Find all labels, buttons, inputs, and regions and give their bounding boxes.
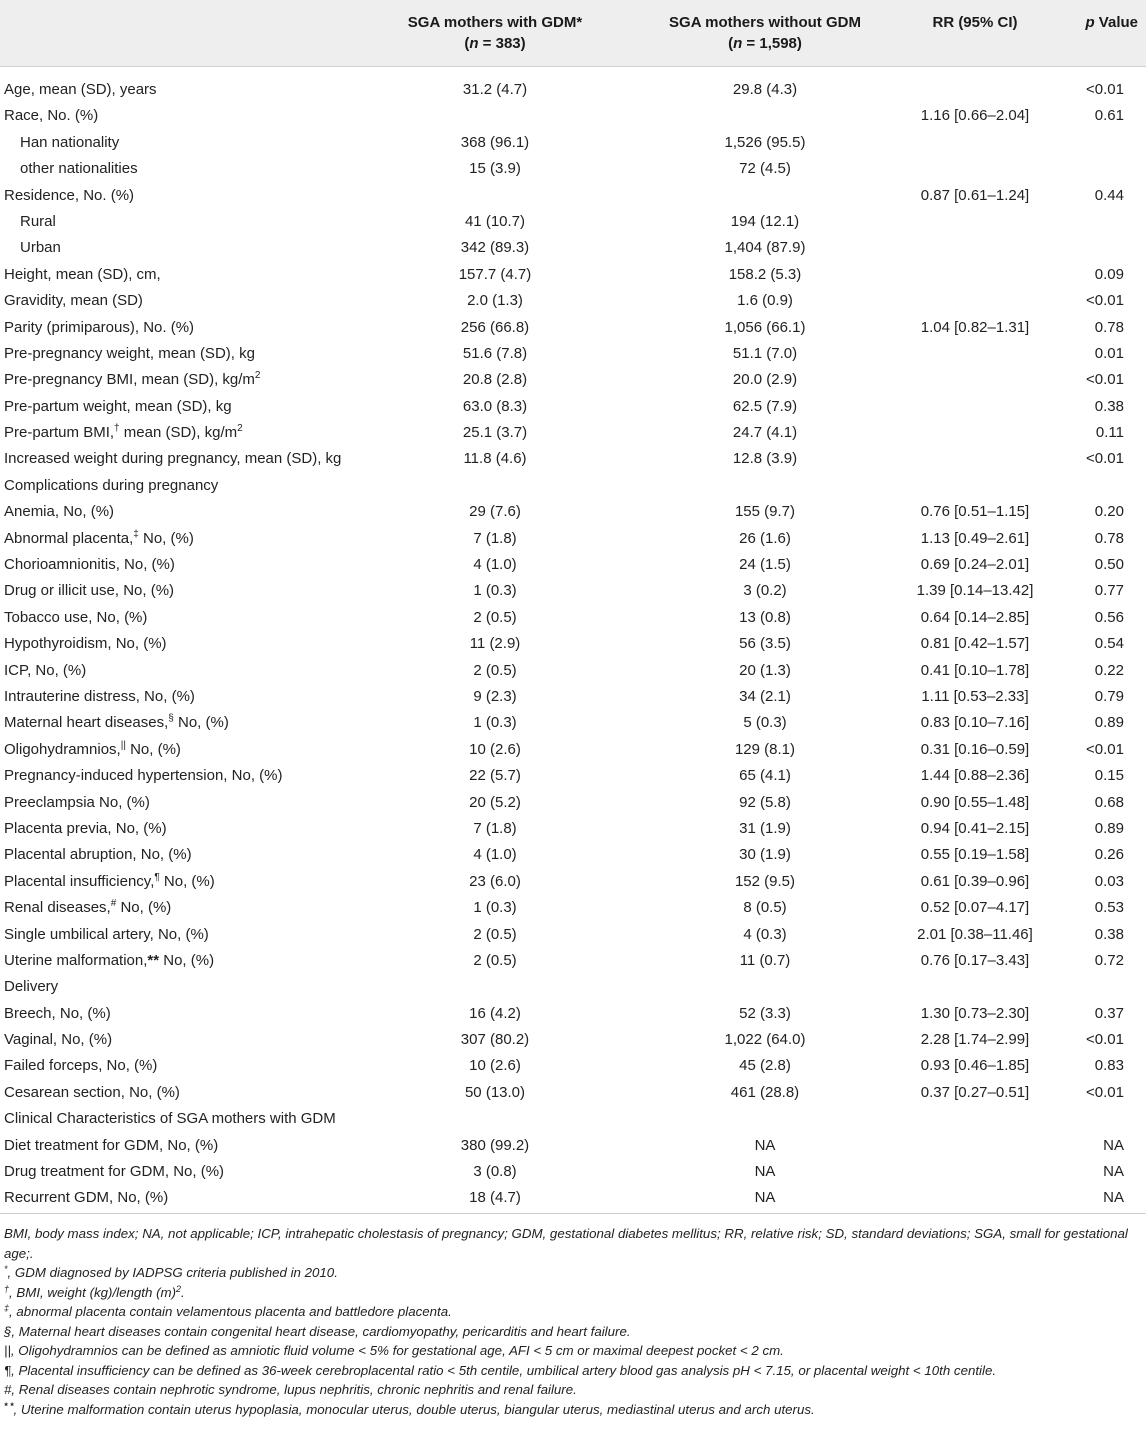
cell-without-gdm: 45 (2.8): [739, 1057, 791, 1075]
table-row: [0, 1159, 1146, 1185]
table-row: [0, 631, 1146, 657]
table-row: [0, 1080, 1146, 1106]
cell-with-gdm: 342 (89.3): [460, 239, 530, 257]
row-label: Hypothyroidism, No, (%): [4, 635, 167, 653]
header-with-gdm-n: (n = 383): [464, 35, 526, 52]
table-row: [0, 578, 1146, 604]
cell-with-gdm: 11 (2.9): [469, 635, 521, 653]
header-with-gdm-title: SGA mothers with GDM*: [407, 14, 583, 31]
row-label: Intrauterine distress, No, (%): [4, 687, 195, 705]
cell-with-gdm: 10 (2.6): [469, 1057, 521, 1075]
cell-with-gdm: 307 (80.2): [460, 1031, 530, 1049]
row-label: Cesarean section, No, (%): [4, 1083, 180, 1101]
row-label: Height, mean (SD), cm,: [4, 265, 161, 283]
cell-with-gdm: 15 (3.9): [469, 160, 521, 178]
cell-p-value: 0.89: [1094, 714, 1124, 732]
cell-with-gdm: 1 (0.3): [473, 899, 517, 917]
cell-without-gdm: 62.5 (7.9): [732, 397, 798, 415]
cell-without-gdm: 51.1 (7.0): [732, 344, 798, 362]
header-without-gdm: [640, 12, 890, 54]
table-row: [0, 367, 1146, 393]
row-label: Maternal heart diseases,§ No, (%): [4, 713, 229, 732]
cell-with-gdm: 20 (5.2): [469, 793, 521, 811]
cell-without-gdm: 155 (9.7): [734, 503, 796, 521]
cell-without-gdm: 52 (3.3): [739, 1004, 791, 1022]
cell-p-value: 0.56: [1094, 608, 1124, 626]
cell-rr: 0.76 [0.17–3.43]: [920, 951, 1030, 969]
cell-with-gdm: 4 (1.0): [473, 846, 517, 864]
row-label: Gravidity, mean (SD): [4, 292, 143, 310]
cell-without-gdm: NA: [754, 1136, 776, 1154]
cell-without-gdm: 158.2 (5.3): [728, 265, 802, 283]
cell-without-gdm: 12.8 (3.9): [732, 450, 798, 468]
cell-with-gdm: 63.0 (8.3): [462, 397, 528, 415]
cell-p-value: <0.01: [1086, 450, 1124, 468]
cell-p-value: 0.44: [1094, 186, 1124, 204]
cell-rr: 1.39 [0.14–13.42]: [916, 582, 1034, 600]
cell-without-gdm: 5 (0.3): [743, 714, 787, 732]
cell-p-value: NA: [1103, 1136, 1124, 1154]
cell-p-value: 0.03: [1094, 872, 1124, 890]
row-label: Uterine malformation,** No, (%): [4, 951, 215, 969]
cell-p-value: 0.01: [1094, 344, 1124, 362]
cell-rr: 1.13 [0.49–2.61]: [920, 529, 1030, 547]
table-row: [0, 869, 1146, 895]
cell-without-gdm: 34 (2.1): [739, 687, 791, 705]
cell-without-gdm: 11 (0.7): [739, 951, 791, 969]
cell-p-value: 0.68: [1094, 793, 1124, 811]
row-label: Pregnancy-induced hypertension, No, (%): [4, 767, 283, 785]
table-row: [0, 420, 1146, 446]
cell-rr: 0.69 [0.24–2.01]: [920, 556, 1030, 574]
table-row: [0, 895, 1146, 921]
table-row: [0, 684, 1146, 710]
row-label: Complications during pregnancy: [4, 476, 219, 494]
cell-with-gdm: 1 (0.3): [473, 582, 517, 600]
row-label: Clinical Characteristics of SGA mothers with GDM: [4, 1110, 336, 1128]
row-label: Placental insufficiency,¶ No, (%): [4, 871, 215, 890]
cell-without-gdm: 13 (0.8): [739, 608, 791, 626]
table-row: [0, 737, 1146, 763]
header-without-gdm-n: (n = 1,598): [728, 35, 802, 52]
row-label: Pre-pregnancy BMI, mean (SD), $kg/m^2$: [4, 370, 261, 389]
cell-p-value: 0.78: [1094, 318, 1124, 336]
table-row: [0, 209, 1146, 235]
cell-with-gdm: 380 (99.2): [460, 1136, 530, 1154]
row-label: Chorioamnionitis, No, (%): [4, 556, 175, 574]
table-row: [0, 499, 1146, 525]
cell-p-value: 0.54: [1094, 635, 1124, 653]
cell-without-gdm: 26 (1.6): [739, 529, 791, 547]
cell-with-gdm: 7 (1.8): [473, 819, 517, 837]
cell-rr: 0.87 [0.61–1.24]: [920, 186, 1030, 204]
cell-rr: 2.01 [0.38–11.46]: [917, 925, 1033, 943]
cell-with-gdm: 2.0 (1.3): [467, 292, 523, 310]
cell-with-gdm: 20.8 (2.8): [462, 371, 528, 389]
cell-p-value: 0.20: [1094, 503, 1124, 521]
cell-rr: 1.04 [0.82–1.31]: [920, 318, 1030, 336]
row-label: Placenta previa, No, (%): [4, 819, 167, 837]
cell-without-gdm: 1,022 (64.0): [724, 1031, 806, 1049]
cell-p-value: 0.79: [1094, 687, 1124, 705]
header-without-gdm-title: SGA mothers without GDM: [669, 14, 861, 31]
table-row: [0, 473, 1146, 499]
cell-without-gdm: 1,526 (95.5): [724, 133, 806, 151]
table-row: [0, 763, 1146, 789]
row-label: Delivery: [4, 978, 59, 996]
cell-rr: 0.90 [0.55–1.48]: [920, 793, 1030, 811]
cell-p-value: <0.01: [1086, 292, 1124, 310]
cell-without-gdm: 29.8 (4.3): [732, 81, 798, 98]
table-row: [0, 816, 1146, 842]
footnote-hash: #, Renal diseases contain nephrotic syndrome, lupus nephritis, chronic nephritis and renal failure.: [4, 1382, 577, 1397]
cell-without-gdm: 30 (1.9): [739, 846, 791, 864]
cell-rr: 0.94 [0.41–2.15]: [920, 819, 1030, 837]
row-label: Renal diseases,# No, (%): [4, 898, 172, 917]
cell-without-gdm: 129 (8.1): [734, 740, 796, 758]
cell-rr: 2.28 [1.74–2.99]: [920, 1031, 1030, 1049]
cell-p-value: <0.01: [1086, 1083, 1124, 1101]
table-row: [0, 842, 1146, 868]
cell-p-value: <0.01: [1086, 1031, 1124, 1049]
table-row: [0, 288, 1146, 314]
cell-p-value: 0.37: [1094, 1004, 1124, 1022]
cell-without-gdm: 20 (1.3): [739, 661, 791, 679]
row-label: Abnormal placenta,‡ No, (%): [4, 528, 194, 547]
row-label: Residence, No. (%): [4, 186, 135, 204]
cell-p-value: 0.26: [1094, 846, 1124, 864]
footnote-dagger: †, BMI, weight (kg)/length $(m)^2$.: [4, 1283, 185, 1300]
cell-with-gdm: 3 (0.8): [473, 1163, 517, 1181]
row-label: Recurrent GDM, No, (%): [4, 1189, 169, 1207]
cell-rr: 0.93 [0.46–1.85]: [920, 1057, 1030, 1075]
row-label: Urban: [20, 239, 61, 257]
table-body: [0, 67, 1146, 1212]
cell-p-value: <0.01: [1086, 371, 1124, 389]
cell-without-gdm: NA: [754, 1189, 776, 1207]
table-row: [0, 658, 1146, 684]
cell-rr: 1.44 [0.88–2.36]: [920, 767, 1030, 785]
table-row: [0, 922, 1146, 948]
table-row: [0, 130, 1146, 156]
cell-p-value: 0.61: [1094, 107, 1124, 125]
table-row: [0, 974, 1146, 1000]
cell-rr: 0.52 [0.07–4.17]: [920, 899, 1030, 917]
footnote-parallel: ||, Oligohydramnios can be defined as amniotic fluid volume < 5% for gestational age, AFI < 5 cm or maximal deepest pocket < 2 cm.: [4, 1343, 784, 1358]
table-row: [0, 526, 1146, 552]
row-label: ICP, No, (%): [4, 661, 87, 679]
cell-with-gdm: 368 (96.1): [460, 133, 530, 151]
cell-p-value: 0.38: [1094, 925, 1124, 943]
cell-with-gdm: 157.7 (4.7): [458, 265, 532, 283]
cell-rr: 0.81 [0.42–1.57]: [920, 635, 1030, 653]
row-label: Pre-pregnancy weight, mean (SD), kg: [4, 344, 255, 362]
cell-rr: 0.37 [0.27–0.51]: [920, 1083, 1030, 1101]
cell-with-gdm: 41 (10.7): [464, 212, 526, 230]
cell-with-gdm: 51.6 (7.8): [462, 344, 528, 362]
cell-with-gdm: 9 (2.3): [473, 687, 517, 705]
footnote-double-dagger: ‡, abnormal placenta contain velamentous placenta and battledore placenta.: [4, 1303, 452, 1319]
cell-rr: 0.61 [0.39–0.96]: [920, 872, 1030, 890]
row-label: Anemia, No, (%): [4, 503, 115, 521]
cell-with-gdm: 16 (4.2): [469, 1004, 521, 1022]
footnote-pilcrow: ¶, Placental insufficiency can be defined as 36-week cerebroplacental ratio < 5th centile, umbilical artery blood gas analysis pH < 7.15, or placental weight < 10th centile.: [4, 1362, 997, 1378]
cell-without-gdm: 1.6 (0.9): [737, 292, 793, 310]
row-label: Han nationality: [20, 133, 120, 151]
cell-p-value: NA: [1103, 1189, 1124, 1207]
row-label: Age, mean (SD), years: [4, 81, 157, 98]
table-row: [0, 394, 1146, 420]
table-row: [0, 605, 1146, 631]
cell-without-gdm: 461 (28.8): [730, 1083, 800, 1101]
cell-with-gdm: 2 (0.5): [473, 951, 517, 969]
table-row: [0, 183, 1146, 209]
cell-without-gdm: 24 (1.5): [739, 556, 791, 574]
cell-with-gdm: 29 (7.6): [469, 503, 521, 521]
cell-p-value: 0.15: [1094, 767, 1124, 785]
footnote-abbreviations: BMI, body mass index; NA, not applicable; ICP, intrahepatic cholestasis of pregnancy; GDM, gestational diabetes mellitus; RR, relative risk; SD, standard deviations; SGA, small for gestational age;.: [4, 1226, 1128, 1261]
cell-p-value: 0.72: [1094, 951, 1124, 969]
table-row: [0, 77, 1146, 103]
cell-without-gdm: 3 (0.2): [743, 582, 787, 600]
table-row: [0, 1027, 1146, 1053]
cell-with-gdm: 4 (1.0): [473, 556, 517, 574]
cell-p-value: 0.53: [1094, 899, 1124, 917]
cell-with-gdm: 2 (0.5): [473, 608, 517, 626]
table-row: [0, 235, 1146, 261]
cell-rr: 1.30 [0.73–2.30]: [920, 1004, 1030, 1022]
table-row: [0, 552, 1146, 578]
row-label: Breech, No, (%): [4, 1004, 111, 1022]
table-row: [0, 948, 1146, 974]
cell-rr: 1.11 [0.53–2.33]: [921, 687, 1029, 705]
row-label: Drug or illicit use, No, (%): [4, 582, 175, 600]
table-row: [0, 341, 1146, 367]
cell-rr: 1.16 [0.66–2.04]: [920, 107, 1030, 125]
cell-p-value: NA: [1103, 1163, 1124, 1181]
cell-p-value: 0.22: [1094, 661, 1124, 679]
row-label: Tobacco use, No, (%): [4, 608, 148, 626]
table-bottom-rule: [0, 1213, 1146, 1214]
cell-without-gdm: NA: [754, 1163, 776, 1181]
cell-with-gdm: 50 (13.0): [464, 1083, 526, 1101]
cell-p-value: 0.77: [1094, 582, 1124, 600]
cell-p-value: 0.83: [1094, 1057, 1124, 1075]
row-label: other nationalities: [20, 160, 138, 178]
cell-without-gdm: 92 (5.8): [739, 793, 791, 811]
cell-with-gdm: 7 (1.8): [473, 529, 517, 547]
header-p-value: p Value: [1085, 14, 1138, 31]
cell-with-gdm: 1 (0.3): [473, 714, 517, 732]
cell-with-gdm: 11.8 (4.6): [463, 450, 527, 468]
cell-p-value: 0.38: [1094, 397, 1124, 415]
cell-with-gdm: 18 (4.7): [469, 1189, 521, 1207]
cell-without-gdm: 4 (0.3): [743, 925, 787, 943]
cell-without-gdm: 194 (12.1): [730, 212, 800, 230]
cell-p-value: <0.01: [1086, 740, 1124, 758]
row-label: Preeclampsia No, (%): [4, 793, 150, 811]
footnote-section: §, Maternal heart diseases contain congenital heart disease, cardiomyopathy, pericarditis and heart failure.: [4, 1323, 631, 1339]
row-label: Race, No. (%): [4, 107, 99, 125]
cell-with-gdm: 2 (0.5): [473, 661, 517, 679]
table-header: [0, 0, 1146, 67]
table-row: [0, 1001, 1146, 1027]
row-label: Rural: [20, 212, 56, 230]
header-rr: RR (95% CI): [932, 14, 1018, 31]
table-row: [0, 446, 1146, 472]
cell-without-gdm: 56 (3.5): [739, 635, 791, 653]
table-row: [0, 1133, 1146, 1159]
row-label: Vaginal, No, (%): [4, 1031, 113, 1049]
row-label: Pre-partum weight, mean (SD), kg: [4, 397, 232, 415]
row-label: Single umbilical artery, No, (%): [4, 925, 209, 943]
cell-without-gdm: 8 (0.5): [743, 899, 787, 917]
row-label: Parity (primiparous), No. (%): [4, 318, 195, 336]
cell-with-gdm: 22 (5.7): [469, 767, 521, 785]
cell-without-gdm: 72 (4.5): [739, 160, 791, 178]
cell-with-gdm: 31.2 (4.7): [462, 81, 528, 98]
cell-with-gdm: 23 (6.0): [469, 872, 521, 890]
cell-without-gdm: 65 (4.1): [739, 767, 791, 785]
table-row: [0, 1053, 1146, 1079]
cell-with-gdm: 25.1 (3.7): [462, 424, 528, 442]
row-label: Placental abruption, No, (%): [4, 846, 192, 864]
cell-with-gdm: 256 (66.8): [460, 318, 530, 336]
cell-p-value: 0.78: [1094, 529, 1124, 547]
cell-without-gdm: 1,056 (66.1): [724, 318, 806, 336]
cell-rr: 0.55 [0.19–1.58]: [920, 846, 1030, 864]
footnote-double-star: * *, Uterine malformation contain uterus hypoplasia, monocular uterus, double uterus, biangular uterus, mediastinal uterus and arch uterus.: [4, 1400, 815, 1417]
row-label: Failed forceps, No, (%): [4, 1057, 158, 1075]
table-row: [0, 103, 1146, 129]
row-label: Oligohydramnios,|| No, (%): [4, 739, 181, 758]
row-label: Pre-partum BMI,† mean (SD), $kg/m^2$: [4, 423, 243, 442]
cell-rr: 0.76 [0.51–1.15]: [920, 503, 1030, 521]
header-with-gdm: [370, 12, 620, 54]
cell-rr: 0.31 [0.16–0.59]: [920, 740, 1030, 758]
table-row: [0, 1106, 1146, 1132]
row-label: Diet treatment for GDM, No, (%): [4, 1136, 219, 1154]
table-row: [0, 156, 1146, 182]
cell-p-value: 0.09: [1094, 265, 1124, 283]
cell-p-value: 0.50: [1094, 556, 1124, 574]
table-row: [0, 262, 1146, 288]
cell-rr: 0.83 [0.10–7.16]: [920, 714, 1030, 732]
cell-with-gdm: 2 (0.5): [473, 925, 517, 943]
cell-without-gdm: 24.7 (4.1): [732, 424, 798, 442]
cell-p-value: 0.11: [1095, 424, 1124, 442]
cell-without-gdm: 1,404 (87.9): [724, 239, 806, 257]
table-footnotes: [4, 1224, 1142, 1419]
table-row: [0, 315, 1146, 341]
cell-p-value: <0.01: [1086, 81, 1124, 98]
table-row: [0, 710, 1146, 736]
cell-without-gdm: 20.0 (2.9): [732, 371, 798, 389]
table-row: [0, 790, 1146, 816]
cell-without-gdm: 31 (1.9): [739, 819, 791, 837]
footnote-star: *, GDM diagnosed by IADPSG criteria published in 2010.: [4, 1264, 338, 1280]
cell-rr: 0.64 [0.14–2.85]: [920, 608, 1030, 626]
row-label: Drug treatment for GDM, No, (%): [4, 1163, 225, 1181]
cell-p-value: 0.89: [1094, 819, 1124, 837]
table-row: [0, 1185, 1146, 1211]
cell-rr: 0.41 [0.10–1.78]: [920, 661, 1030, 679]
cell-with-gdm: 10 (2.6): [469, 740, 521, 758]
row-label: Increased weight during pregnancy, mean (SD), kg: [4, 450, 342, 468]
cell-without-gdm: 152 (9.5): [734, 872, 796, 890]
